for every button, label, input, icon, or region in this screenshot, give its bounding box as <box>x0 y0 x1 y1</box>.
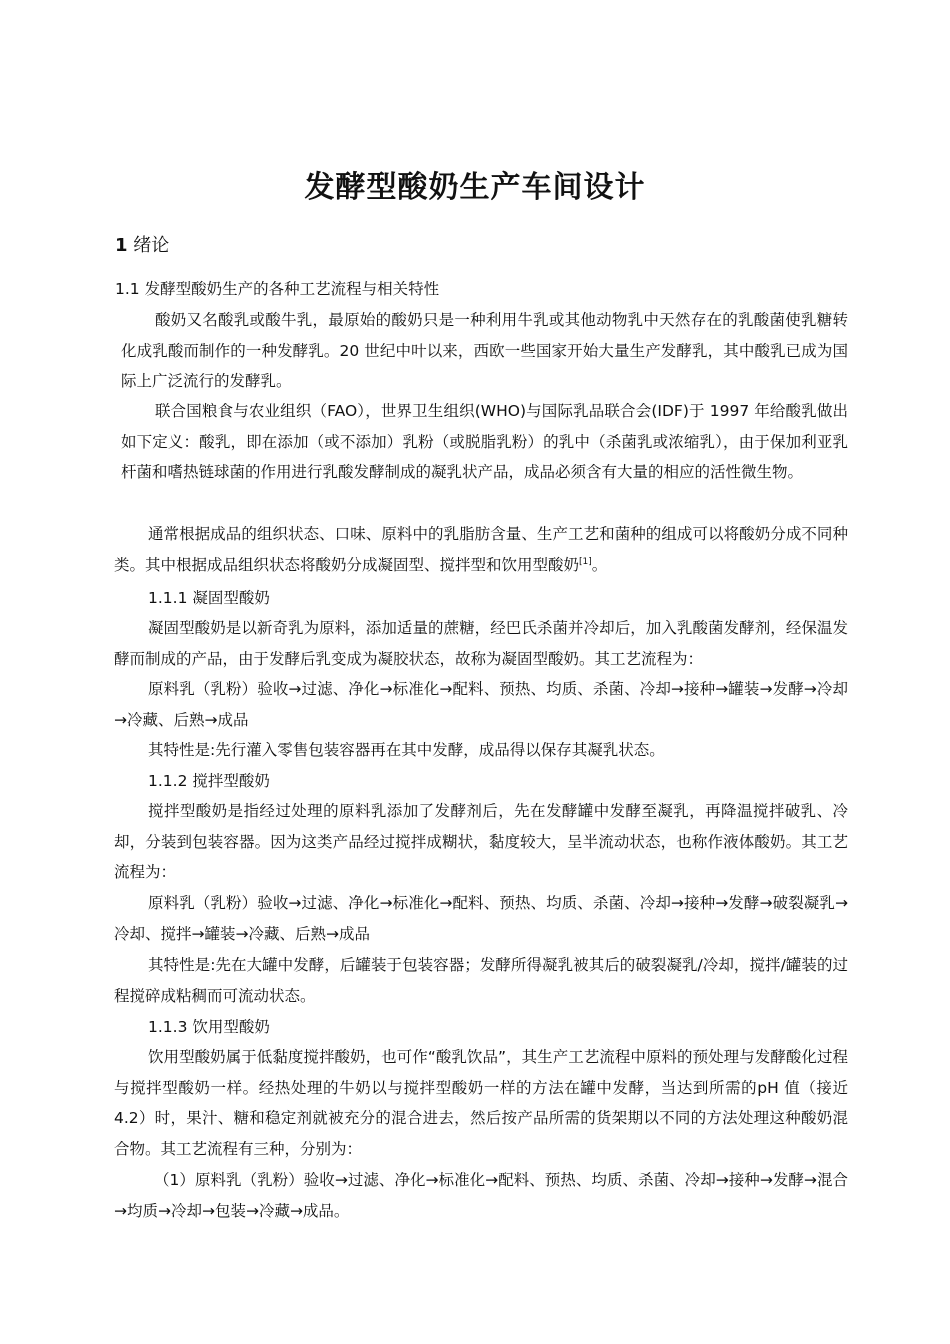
subsection-1-1-2-heading: 1.1.2 搅拌型酸奶 <box>148 772 270 790</box>
document-title: 发酵型酸奶生产车间设计 <box>304 170 646 205</box>
section-1-heading <box>115 234 169 258</box>
paragraph-2: 联合国粮食与农业组织（FAO），世界卫生组织(WHO)与国际乳品联合会(IDF)于 1997 年给酸乳做出如下定义：酸乳，即在添加（或不添加）乳粉（或脱脂乳粉）的乳中（杀菌乳或浓缩乳），由于保加利亚乳杆菌和嗜热链球菌的作用进行乳酸发酵制成的凝乳状产品，成品必须含有大量的相应的活性微生物。 <box>121 402 848 481</box>
subsection-1-1-1-heading: 1.1.1 凝固型酸奶 <box>148 589 270 607</box>
paragraph-10: 饮用型酸奶属于低黏度搅拌酸奶，也可作“酸乳饮品”，其生产工艺流程中原料的预处理与发酵酸化过程与搅拌型酸奶一样。经热处理的牛奶以与搅拌型酸奶一样的方法在罐中发酵，当达到所需的pH 值（接近 4.2）时，果汁、糖和稳定剂就被充分的混合进去，然后按产品所需的货架期以不同的方法处理这种酸奶混合物。其工艺流程有三种，分别为： <box>114 1048 848 1158</box>
paragraph-8: 原料乳（乳粉）验收→过滤、净化→标准化→配料、预热、均质、杀菌、冷却→接种→发酵→破裂凝乳→冷却、搅拌→罐装→冷藏、后熟→成品 <box>114 894 848 943</box>
paragraph-3-text: 通常根据成品的组织状态、口味、原料中的乳脂肪含量、生产工艺和菌种的组成可以将酸奶分成不同种类。其中根据成品组织状态将酸奶分成凝固型、搅拌型和饮用型酸奶 <box>114 525 848 574</box>
paragraph-6: 其特性是:先行灌入零售包装容器再在其中发酵，成品得以保存其凝乳状态。 <box>148 741 665 759</box>
section-1-1-heading: 1.1 发酵型酸奶生产的各种工艺流程与相关特性 <box>115 280 440 298</box>
paragraph-4: 凝固型酸奶是以新奇乳为原料，添加适量的蔗糖，经巴氏杀菌并冷却后，加入乳酸菌发酵剂，经保温发酵而制成的产品，由于发酵后乳变成为凝胶状态，故称为凝固型酸奶。其工艺流程为： <box>114 619 848 668</box>
paragraph-9: 其特性是:先在大罐中发酵，后罐装于包装容器；发酵所得凝乳被其后的破裂凝乳/冷却，搅拌/罐装的过程搅碎成粘稠而可流动状态。 <box>114 956 848 1005</box>
citation-1[interactable]: [1] <box>579 556 592 567</box>
paragraph-3 <box>114 519 848 580</box>
subsection-1-1-3-heading: 1.1.3 饮用型酸奶 <box>148 1018 270 1036</box>
section-1-number: 1 <box>115 235 128 256</box>
section-1-label: 绪论 <box>133 235 170 256</box>
paragraph-3-end: 。 <box>591 555 608 574</box>
paragraph-11: （1）原料乳（乳粉）验收→过滤、净化→标准化→配料、预热、均质、杀菌、冷却→接种→发酵→混合→均质→冷却→包装→冷藏→成品。 <box>114 1171 848 1220</box>
paragraph-5: 原料乳（乳粉）验收→过滤、净化→标准化→配料、预热、均质、杀菌、冷却→接种→罐装→发酵→冷却→冷藏、后熟→成品 <box>114 680 848 729</box>
paragraph-7: 搅拌型酸奶是指经过处理的原料乳添加了发酵剂后，先在发酵罐中发酵至凝乳，再降温搅拌破乳、冷却，分装到包装容器。因为这类产品经过搅拌成糊状，黏度较大，呈半流动状态，也称作液体酸奶。其工艺流程为： <box>114 802 848 881</box>
paragraph-1: 酸奶又名酸乳或酸牛乳，最原始的酸奶只是一种利用牛乳或其他动物乳中天然存在的乳酸菌使乳糖转化成乳酸而制作的一种发酵乳。20 世纪中叶以来，西欧一些国家开始大量生产发酵乳，其中酸乳已成为国际上广泛流行的发酵乳。 <box>121 311 848 390</box>
